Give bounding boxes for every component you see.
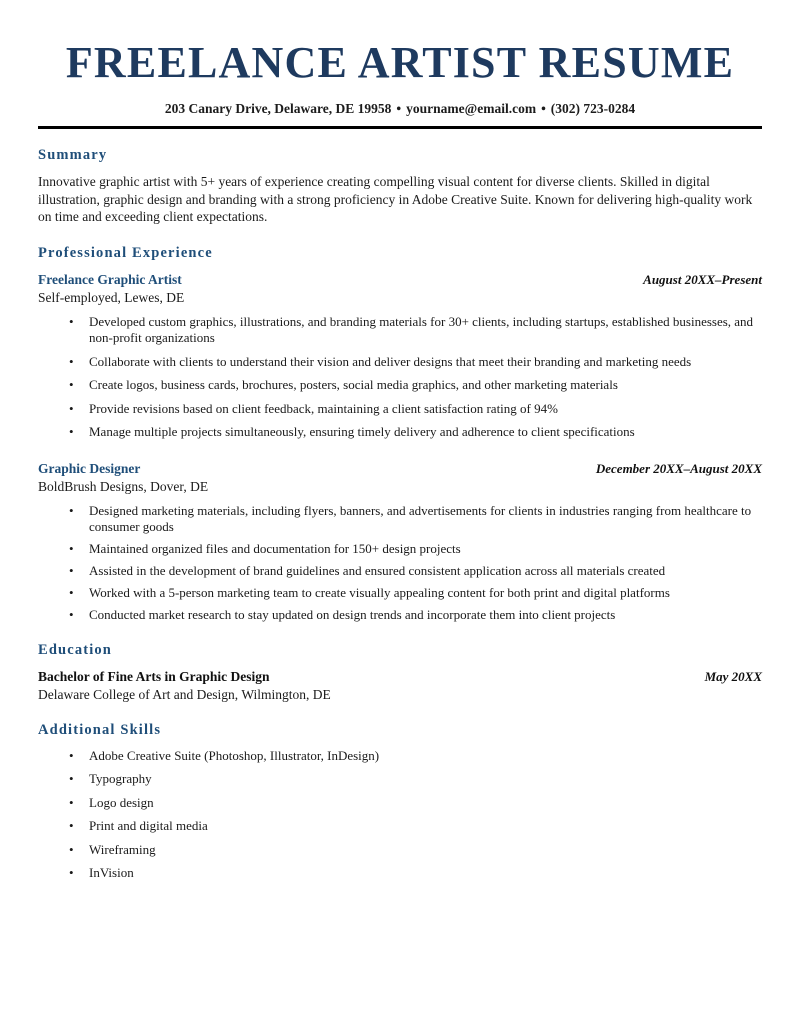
- list-item: • Assisted in the development of brand guidelines and ensured consistent application across all materials created: [38, 563, 762, 579]
- experience-entry: [38, 271, 762, 441]
- list-item: • Provide revisions based on client feedback, maintaining a client satisfaction rating of 94%: [38, 401, 762, 418]
- school-name: Delaware College of Art and Design, Wilmington, DE: [38, 686, 331, 702]
- contact-phone: (302) 723-0284: [550, 101, 636, 116]
- list-item: • Worked with a 5-person marketing team to create visually appealing content for both print and digital platforms: [38, 585, 762, 601]
- list-item: • Wireframing: [38, 842, 762, 859]
- section-heading-summary: Summary: [38, 147, 108, 163]
- list-item: • InVision: [38, 865, 762, 882]
- job-title: Graphic Designer: [38, 460, 141, 476]
- section-experience: [38, 244, 762, 623]
- page-title: FREELANCE ARTIST RESUME: [65, 38, 735, 87]
- job-date-range: August 20XX–Present: [643, 271, 762, 287]
- list-item: • Designed marketing materials, including flyers, banners, and advertisements for clients in industries ranging from healthcare to consumer goods: [38, 503, 762, 535]
- job-bullet-list: [38, 503, 762, 623]
- contact-address: 203 Canary Drive, Delaware, DE 19958: [164, 101, 392, 116]
- skills-list: [38, 748, 762, 882]
- list-item: • Typography: [38, 771, 762, 788]
- job-employer: Self-employed, Lewes, DE: [38, 289, 185, 305]
- education-entry-header: [38, 668, 762, 685]
- list-item: • Conducted market research to stay updated on design trends and incorporate them into client projects: [38, 607, 762, 623]
- contact-email[interactable]: yourname@email.com: [406, 101, 537, 116]
- header-divider: [38, 126, 762, 129]
- job-date-range: December 20XX–August 20XX: [595, 460, 762, 476]
- resume-header: [0, 0, 800, 117]
- resume-body: [0, 146, 800, 882]
- degree-title: Bachelor of Fine Arts in Graphic Design: [38, 668, 270, 684]
- education-date: May 20XX: [704, 668, 762, 684]
- list-item: • Adobe Creative Suite (Photoshop, Illustrator, InDesign): [38, 748, 762, 765]
- job-bullet-list: [38, 314, 762, 441]
- contact-separator-1: •: [396, 101, 402, 116]
- section-heading-education: Education: [38, 641, 113, 658]
- section-skills: [38, 721, 762, 882]
- contact-line: [38, 100, 762, 117]
- education-entry: [38, 668, 762, 703]
- job-employer: BoldBrush Designs, Dover, DE: [38, 478, 209, 494]
- job-title: Freelance Graphic Artist: [38, 271, 182, 287]
- list-item: • Collaborate with clients to understand their vision and deliver designs that meet their branding and marketing needs: [38, 354, 762, 371]
- experience-entry: [38, 460, 762, 623]
- section-heading-skills: Additional Skills: [38, 721, 162, 738]
- list-item: • Create logos, business cards, brochures, posters, social media graphics, and other marketing materials: [38, 377, 762, 394]
- list-item: • Logo design: [38, 795, 762, 812]
- contact-separator-2: •: [541, 101, 546, 116]
- section-education: [38, 641, 762, 703]
- list-item: • Developed custom graphics, illustrations, and branding materials for 30+ clients, including startups, established businesses, and non-profit organizations: [38, 314, 762, 347]
- section-summary: [38, 146, 762, 226]
- list-item: • Manage multiple projects simultaneously, ensuring timely delivery and adherence to client specifications: [38, 424, 762, 441]
- list-item: • Maintained organized files and documentation for 150+ design projects: [38, 541, 762, 557]
- experience-entry-header: [38, 271, 762, 288]
- list-item: • Print and digital media: [38, 818, 762, 835]
- experience-entry-header: [38, 460, 762, 477]
- summary-text: Innovative graphic artist with 5+ years of experience creating compelling visual content for diverse clients. Skilled in digital illustration, graphic design and branding with a strong proficiency in Adobe Creative Suite. Known for delivering high-quality work on time and exceeding client expectations.: [38, 174, 753, 224]
- section-heading-experience: Professional Experience: [38, 244, 213, 261]
